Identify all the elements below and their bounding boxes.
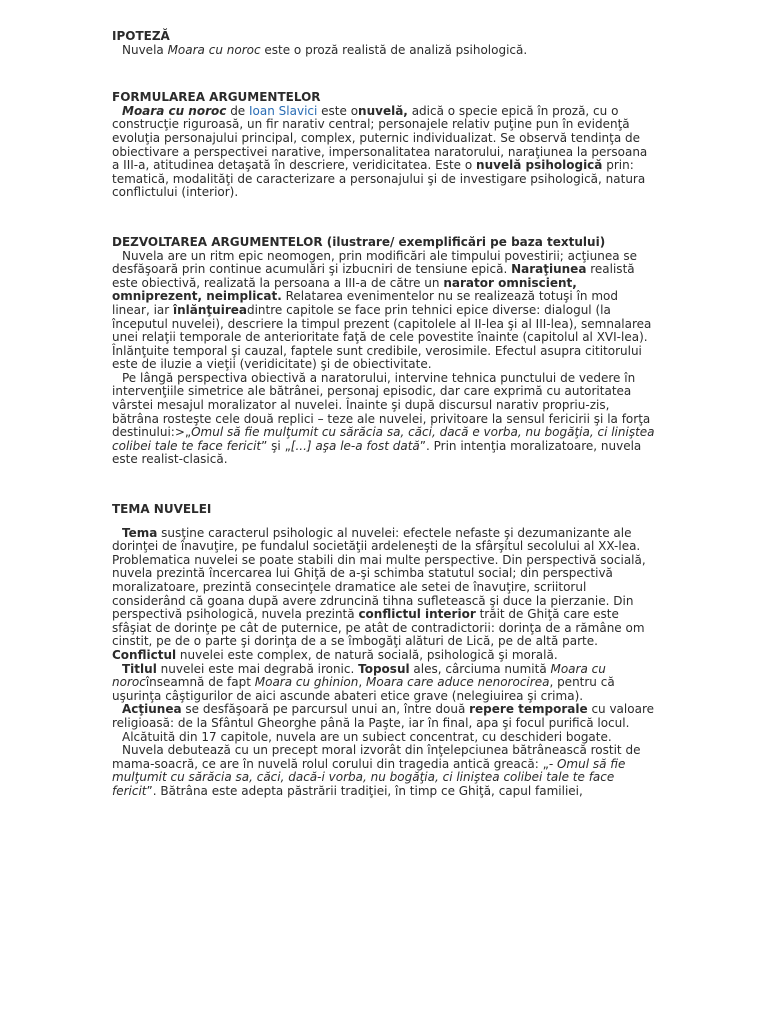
section-ipoteza: [112, 30, 656, 57]
text-run: nuvelei este complex, de natură socială, psihologică şi morală.: [176, 647, 558, 662]
bold-run: nuvelă,: [358, 103, 408, 118]
author-link[interactable]: Ioan Slavici: [249, 103, 318, 118]
bold-run: Toposul: [358, 661, 410, 676]
heading-ipoteza: IPOTEZĂ: [112, 29, 170, 43]
text-run: Nuvela are un ritm epic neomogen, prin modificări ale timpului povestirii; acţiunea se desfăşoară prin continue acumulări şi izbucniri de tensiune epică.: [112, 248, 638, 277]
text-run: Pe lângă perspectiva obiectivă a naratorului, intervine tehnica punctului de vedere în intervenţiile simetrice ale bătrânei, personaj episodic, dar care exprimă cu autoritatea vârstei mesajul moralizator al nuvelei. Înainte şi după discursul narativ propriu-zis, bătrâna rosteşte cele două replici – teze ale nuvelei, privitoare la sensul fericirii şi la forţa destinului:>„: [112, 370, 651, 440]
text-run: ”. Bătrâna este adepta păstrării tradiţiei, în timp ce Ghiţă, capul familiei,: [146, 783, 583, 798]
novel-title: Moara cu noroc: [167, 42, 261, 57]
text-run: ”. Prin intenţia moralizatoare, nuvela este realist-clasică.: [112, 438, 642, 467]
paragraph-tema-5: [112, 744, 656, 798]
text-run: trăit de Ghiţă care este sfâşiat de dorinţe pe cât de puternice, pe atât de contradictorii: dorinţa de a rămâne om cinstit, pe de o parte şi dorinţa de a se îmbogăţi alături de Lică, pe de altă parte.: [112, 607, 645, 649]
text-run: înseamnă de fapt: [145, 675, 255, 690]
quote-run: Omul să fie mulţumit cu sărăcia sa, căci, dacă e vorba, nu bogăţia, ci liniştea colibei tale te face fericit: [112, 425, 655, 453]
text-run: nuvelei este mai degrabă ironic.: [156, 661, 359, 676]
paragraph-tema-4: [112, 731, 656, 745]
text-run: de: [226, 103, 250, 118]
text-run: Alcătuită din 17 capitole, nuvela are un subiect concentrat, cu deschideri bogate.: [122, 729, 612, 744]
text-run: Nuvela: [122, 42, 168, 57]
text-run: prin: tematică, modalităţi de caracterizare a personajului şi de investigare psihologică, natura conflictului (interior).: [112, 158, 646, 200]
paragraph-tema-3: [112, 703, 656, 730]
heading-formulare: FORMULAREA ARGUMENTELOR: [112, 90, 321, 105]
paragraph-tema-2: [112, 663, 656, 704]
bold-run: Tema: [122, 525, 158, 540]
text-run: ,: [358, 675, 367, 690]
heading-tema: TEMA NUVELEI: [112, 502, 212, 517]
section-dezvoltare: [112, 236, 656, 467]
text-run: ” şi „: [261, 438, 291, 453]
paragraph-formulare: [112, 105, 656, 200]
italic-run: Moara cu noroc: [112, 661, 606, 690]
novel-title: Moara cu noroc: [122, 103, 227, 118]
bold-run: Naraţiunea: [511, 262, 587, 277]
text-run: Nuvela debutează cu un precept moral izvorât din înţelepciunea bătrânească rostit de mama-soacră, ce are în nuvelă rolul corului din tragedia antică greacă: „: [112, 743, 641, 771]
bold-run: nuvelă psihologică: [476, 158, 603, 173]
section-tema: [112, 503, 656, 798]
quote-run: [...] aşa le-a fost dată: [290, 438, 420, 453]
text-run: susţine caracterul psihologic al nuvelei: efectele nefaste şi dezumanizante ale dorinţei de înavuţire, pe fundalul societăţii ardeleneşti de la sfârşitul secolului al XX-lea. Problematica nuvelei se poate stabili din mai multe perspective. Din perspectivă socială, nuvela prezintă încercarea lui Ghiţă de a-şi schimba statutul social; din perspectivă moralizatoare, prezintă consecinţele dramatice ale setei de înavuţire, scriitorul considerând că goana după avere zdruncină tihna sufletească şi duce la pierzanie. Din perspectivă psihologică, nuvela prezintă: [112, 525, 646, 622]
section-formulare: [112, 91, 656, 200]
bold-run: Acţiunea: [122, 702, 182, 717]
paragraph-tema-1: [112, 527, 656, 663]
text-run: dintre capitole se face prin tehnici epice diverse: dialogul (la începutul nuvelei), descriere la timpul prezent (capitolele al II-lea şi al III-lea), semnalarea unei relaţii temporale de anterioritate faţă de cele povestite înainte (capitolul al XVI-lea). Înlănţuite temporal şi cauzal, faptele sunt credibile, verosimile. Efectul asupra cititorului este de iluzie a vieţii (veridicitate) şi de obiectivitate.: [112, 302, 652, 372]
text-run: Relatarea evenimentelor nu se realizează totuşi în mod linear, iar: [112, 289, 618, 317]
italic-run: Moara cu ghinion: [254, 675, 359, 690]
bold-run: repere temporale: [469, 702, 588, 717]
bold-run: Conflictul: [112, 647, 177, 662]
bold-run: conflictul interior: [358, 607, 476, 622]
heading-dezvoltare: DEZVOLTAREA ARGUMENTELOR (ilustrare/ exemplificări pe baza textului): [112, 234, 606, 249]
quote-run: - Omul să fie mulţumit cu sărăcia sa, căci, dacă-i vorba, nu bogăţia, ci liniştea colibei tale te face fericit: [112, 756, 626, 798]
bold-run: narator omniscient, omniprezent, neimplicat.: [112, 275, 577, 304]
bold-run: înlănţuirea: [173, 302, 247, 317]
text-run: , pentru că uşurinţa câştigurilor de aici ascunde abateri etice grave (nelegiuirea şi crima).: [112, 675, 615, 703]
text-run: cu valoare religioasă: de la Sfântul Gheorghe până la Paşte, iar în final, apa şi focul purifică locul.: [112, 702, 654, 730]
text-run: se desfăşoară pe parcursul unui an, între două: [181, 702, 470, 717]
paragraph-dezvoltare-1: [112, 250, 656, 372]
text-run: este o: [317, 103, 359, 118]
text-run: adică o specie epică în proză, cu o construcţie riguroasă, un fir narativ central; personajele relativ puţine pun în evidenţă evoluţia personajului principal, complex, puternic individualizat. Se observă tendinţa de obiectivare a perspectivei narative, impersonalitatea naratorului, naraţiunea la persoana a III-a, atitudinea detaşată în descriere, veridicitatea. Este o: [112, 103, 648, 173]
paragraph-ipoteza: [112, 44, 656, 58]
italic-run: Moara care aduce nenorocirea: [366, 675, 550, 690]
text-run: ales, cârciuma numită: [409, 661, 551, 676]
text-run: este o proză realistă de analiză psihologică.: [260, 42, 528, 57]
text-run: realistă este obiectivă, realizată la persoana a III-a de către un: [112, 262, 635, 290]
bold-run: Titlul: [122, 661, 157, 676]
paragraph-dezvoltare-2: [112, 372, 656, 467]
